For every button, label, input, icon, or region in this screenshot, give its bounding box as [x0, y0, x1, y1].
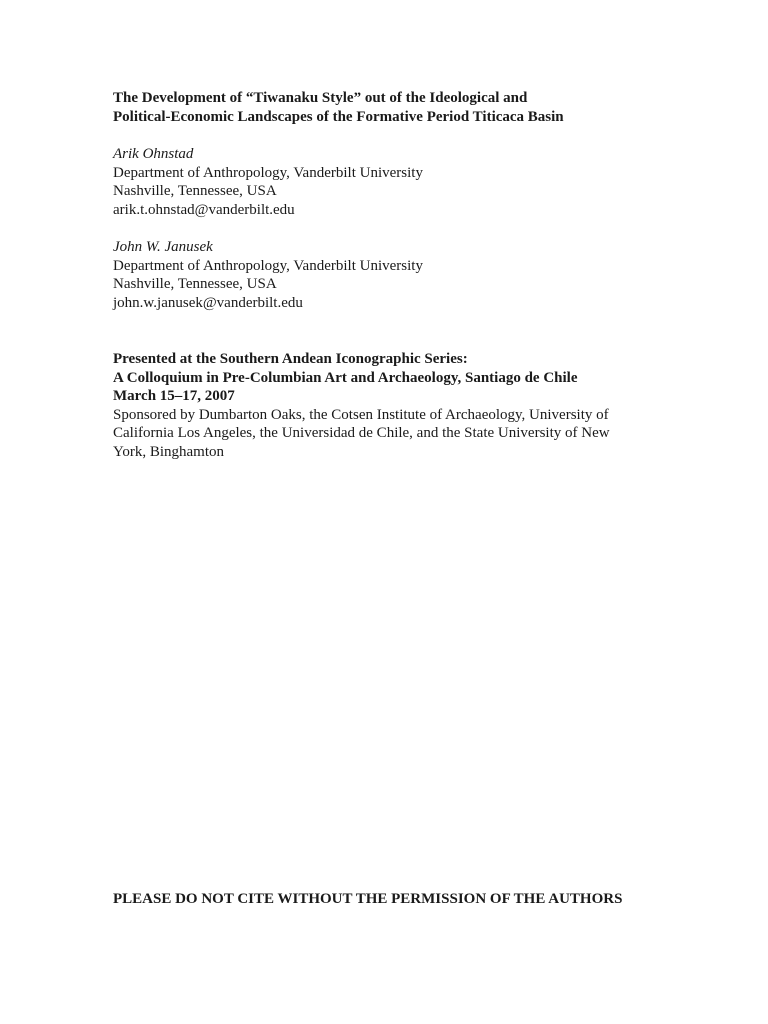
- paper-title: [113, 89, 713, 126]
- author-block-2: [113, 238, 713, 312]
- presentation-venue-line-2: A Colloquium in Pre-Columbian Art and Archaeology, Santiago de Chile: [113, 369, 578, 386]
- citation-notice: [113, 890, 713, 909]
- author-department: Department of Anthropology, Vanderbilt University: [113, 257, 423, 274]
- presentation-info: [113, 350, 713, 462]
- author-location: Nashville, Tennessee, USA: [113, 276, 277, 293]
- author-block-1: [113, 145, 713, 219]
- presentation-venue-line-1: Presented at the Southern Andean Iconographic Series:: [113, 351, 468, 367]
- title-line-2: Political-Economic Landscapes of the Formative Period Titicaca Basin: [113, 108, 564, 125]
- citation-notice-text: PLEASE DO NOT CITE WITHOUT THE PERMISSION OF THE AUTHORS: [113, 891, 623, 907]
- author-department: Department of Anthropology, Vanderbilt University: [113, 164, 423, 181]
- author-name: Arik Ohnstad: [113, 146, 194, 162]
- author-location: Nashville, Tennessee, USA: [113, 183, 277, 200]
- sponsors-text: Sponsored by Dumbarton Oaks, the Cotsen Institute of Archaeology, University of California Los Angeles, the Universidad de Chile, and the State University of New York, Binghamton: [113, 406, 610, 460]
- author-name: John W. Janusek: [113, 239, 213, 255]
- author-email: john.w.janusek@vanderbilt.edu: [113, 294, 303, 311]
- presentation-dates: March 15–17, 2007: [113, 388, 235, 405]
- title-line-1: The Development of “Tiwanaku Style” out of the Ideological and: [113, 90, 528, 106]
- author-email: arik.t.ohnstad@vanderbilt.edu: [113, 201, 295, 218]
